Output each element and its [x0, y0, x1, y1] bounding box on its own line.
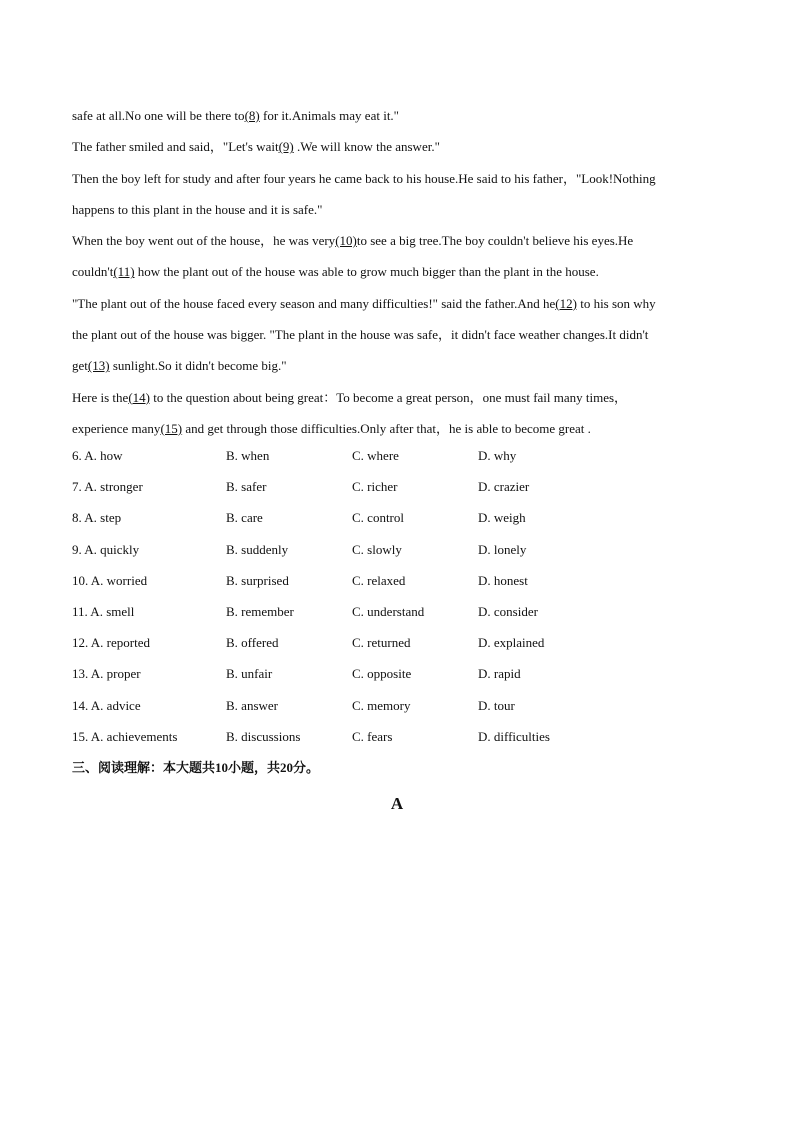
passage-text: Here is the: [72, 389, 129, 405]
option-c: C. memory: [352, 697, 411, 713]
option-d: D. why: [478, 448, 517, 463]
passage-text: "The plant out of the house faced every season and many difficulties!" said the father.And he: [72, 295, 556, 311]
blank-number: (12): [555, 295, 577, 311]
section-count: 10: [215, 760, 229, 775]
passage-line: [72, 100, 732, 131]
question-row: [72, 565, 732, 596]
option-d: D. crazier: [478, 479, 530, 495]
passage-line: [72, 131, 732, 162]
option-b: B. surprised: [226, 572, 289, 588]
section-middle: 小题，共: [228, 761, 281, 776]
option-b: B. suddenly: [226, 541, 289, 557]
question-row: [72, 690, 732, 721]
option-a: 10. A. worried: [72, 572, 148, 588]
option-d: D. weigh: [478, 510, 526, 526]
passage-line: [72, 382, 732, 413]
passage-line: [72, 256, 732, 287]
option-a: 12. A. reported: [72, 635, 150, 651]
answer-options: [72, 440, 732, 752]
blank-number: (14): [128, 389, 150, 405]
cloze-passage: [72, 100, 732, 444]
passage-text: happens to this plant in the house and it is safe.": [72, 201, 323, 217]
passage-line: [72, 319, 732, 350]
section-suffix: 分。: [293, 761, 320, 776]
option-d: D. tour: [478, 697, 515, 713]
question-row: [72, 658, 732, 689]
passage-line: [72, 163, 732, 194]
blank-number: (8): [244, 108, 260, 123]
option-d: D. lonely: [478, 541, 527, 557]
passage-text: Then the boy left for study and after four years he came back to his house.He said to his father，"Look!Nothing: [72, 170, 656, 186]
option-c: C. relaxed: [352, 572, 406, 588]
option-b: B. answer: [226, 697, 278, 713]
option-d: D. consider: [478, 603, 538, 619]
option-a: 13. A. proper: [72, 666, 141, 682]
option-a: 9. A. quickly: [72, 541, 140, 557]
option-b: B. discussions: [226, 728, 301, 744]
option-a: 7. A. stronger: [72, 479, 143, 495]
option-a: 6. A. how: [72, 448, 123, 463]
passage-line: [72, 225, 732, 256]
passage-line: [72, 350, 732, 381]
passage-text: to the question about being great：To become a great person，one must fail many times，: [149, 389, 628, 405]
option-c: C. understand: [352, 603, 425, 619]
passage-text: to his son why: [576, 295, 656, 311]
blank-number: (11): [113, 264, 135, 280]
option-b: B. care: [226, 510, 263, 526]
passage-text: safe at all.No one will be there to: [72, 108, 245, 123]
option-c: C. control: [352, 510, 404, 526]
option-c: C. where: [352, 448, 399, 463]
option-a: 8. A. step: [72, 510, 122, 526]
blank-number: (13): [87, 358, 110, 374]
question-row: [72, 502, 732, 533]
option-a: 15. A. achievements: [72, 728, 178, 744]
section-points: 20: [280, 760, 294, 775]
passage-text: how the plant out of the house was able to grow much bigger than the plant in the house.: [134, 264, 599, 280]
passage-text: sunlight.So it didn't become big.": [109, 358, 287, 374]
section-prefix: 三、阅读理解：本大题共: [72, 761, 216, 776]
passage-text: experience many: [72, 420, 161, 436]
option-b: B. offered: [226, 635, 279, 651]
option-d: D. honest: [478, 572, 528, 588]
option-c: C. opposite: [352, 666, 412, 682]
passage-text: couldn't: [72, 264, 114, 280]
option-b: B. when: [226, 448, 270, 463]
passage-text: and get through those difficulties.Only after that，he is able to become great .: [182, 420, 591, 436]
passage-text: The father smiled and said，"Let's wait: [72, 139, 279, 155]
option-c: C. richer: [352, 479, 398, 495]
question-row: [72, 596, 732, 627]
option-c: C. slowly: [352, 541, 402, 557]
option-c: C. fears: [352, 728, 393, 744]
passage-line: [72, 288, 732, 319]
passage-line: [72, 194, 732, 225]
blank-number: (15): [160, 420, 183, 436]
option-d: D. difficulties: [478, 728, 550, 744]
passage-text: to see a big tree.The boy couldn't believe his eyes.He: [356, 233, 634, 249]
option-a: 14. A. advice: [72, 697, 141, 713]
option-b: B. unfair: [226, 666, 273, 682]
blank-number: (9): [278, 139, 294, 155]
section-heading: [72, 754, 319, 783]
question-row: [72, 440, 732, 471]
option-b: B. remember: [226, 603, 294, 619]
question-row: [72, 534, 732, 565]
passage-heading: A: [390, 794, 404, 813]
question-row: [72, 471, 732, 502]
question-row: [72, 627, 732, 658]
option-b: B. safer: [226, 479, 267, 495]
blank-number: (10): [335, 233, 357, 249]
passage-text: for it.Animals may eat it.": [259, 108, 399, 123]
option-a: 11. A. smell: [72, 603, 135, 619]
passage-text: the plant out of the house was bigger. "The plant in the house was safe，it didn't face weather changes.It didn't: [72, 327, 649, 343]
option-d: D. explained: [478, 635, 545, 651]
passage-text: .We will know the answer.": [293, 139, 440, 155]
option-c: C. returned: [352, 635, 411, 651]
question-row: [72, 721, 732, 752]
passage-text: When the boy went out of the house，he was very: [72, 233, 336, 249]
passage-text: get: [72, 358, 88, 374]
option-d: D. rapid: [478, 666, 521, 682]
